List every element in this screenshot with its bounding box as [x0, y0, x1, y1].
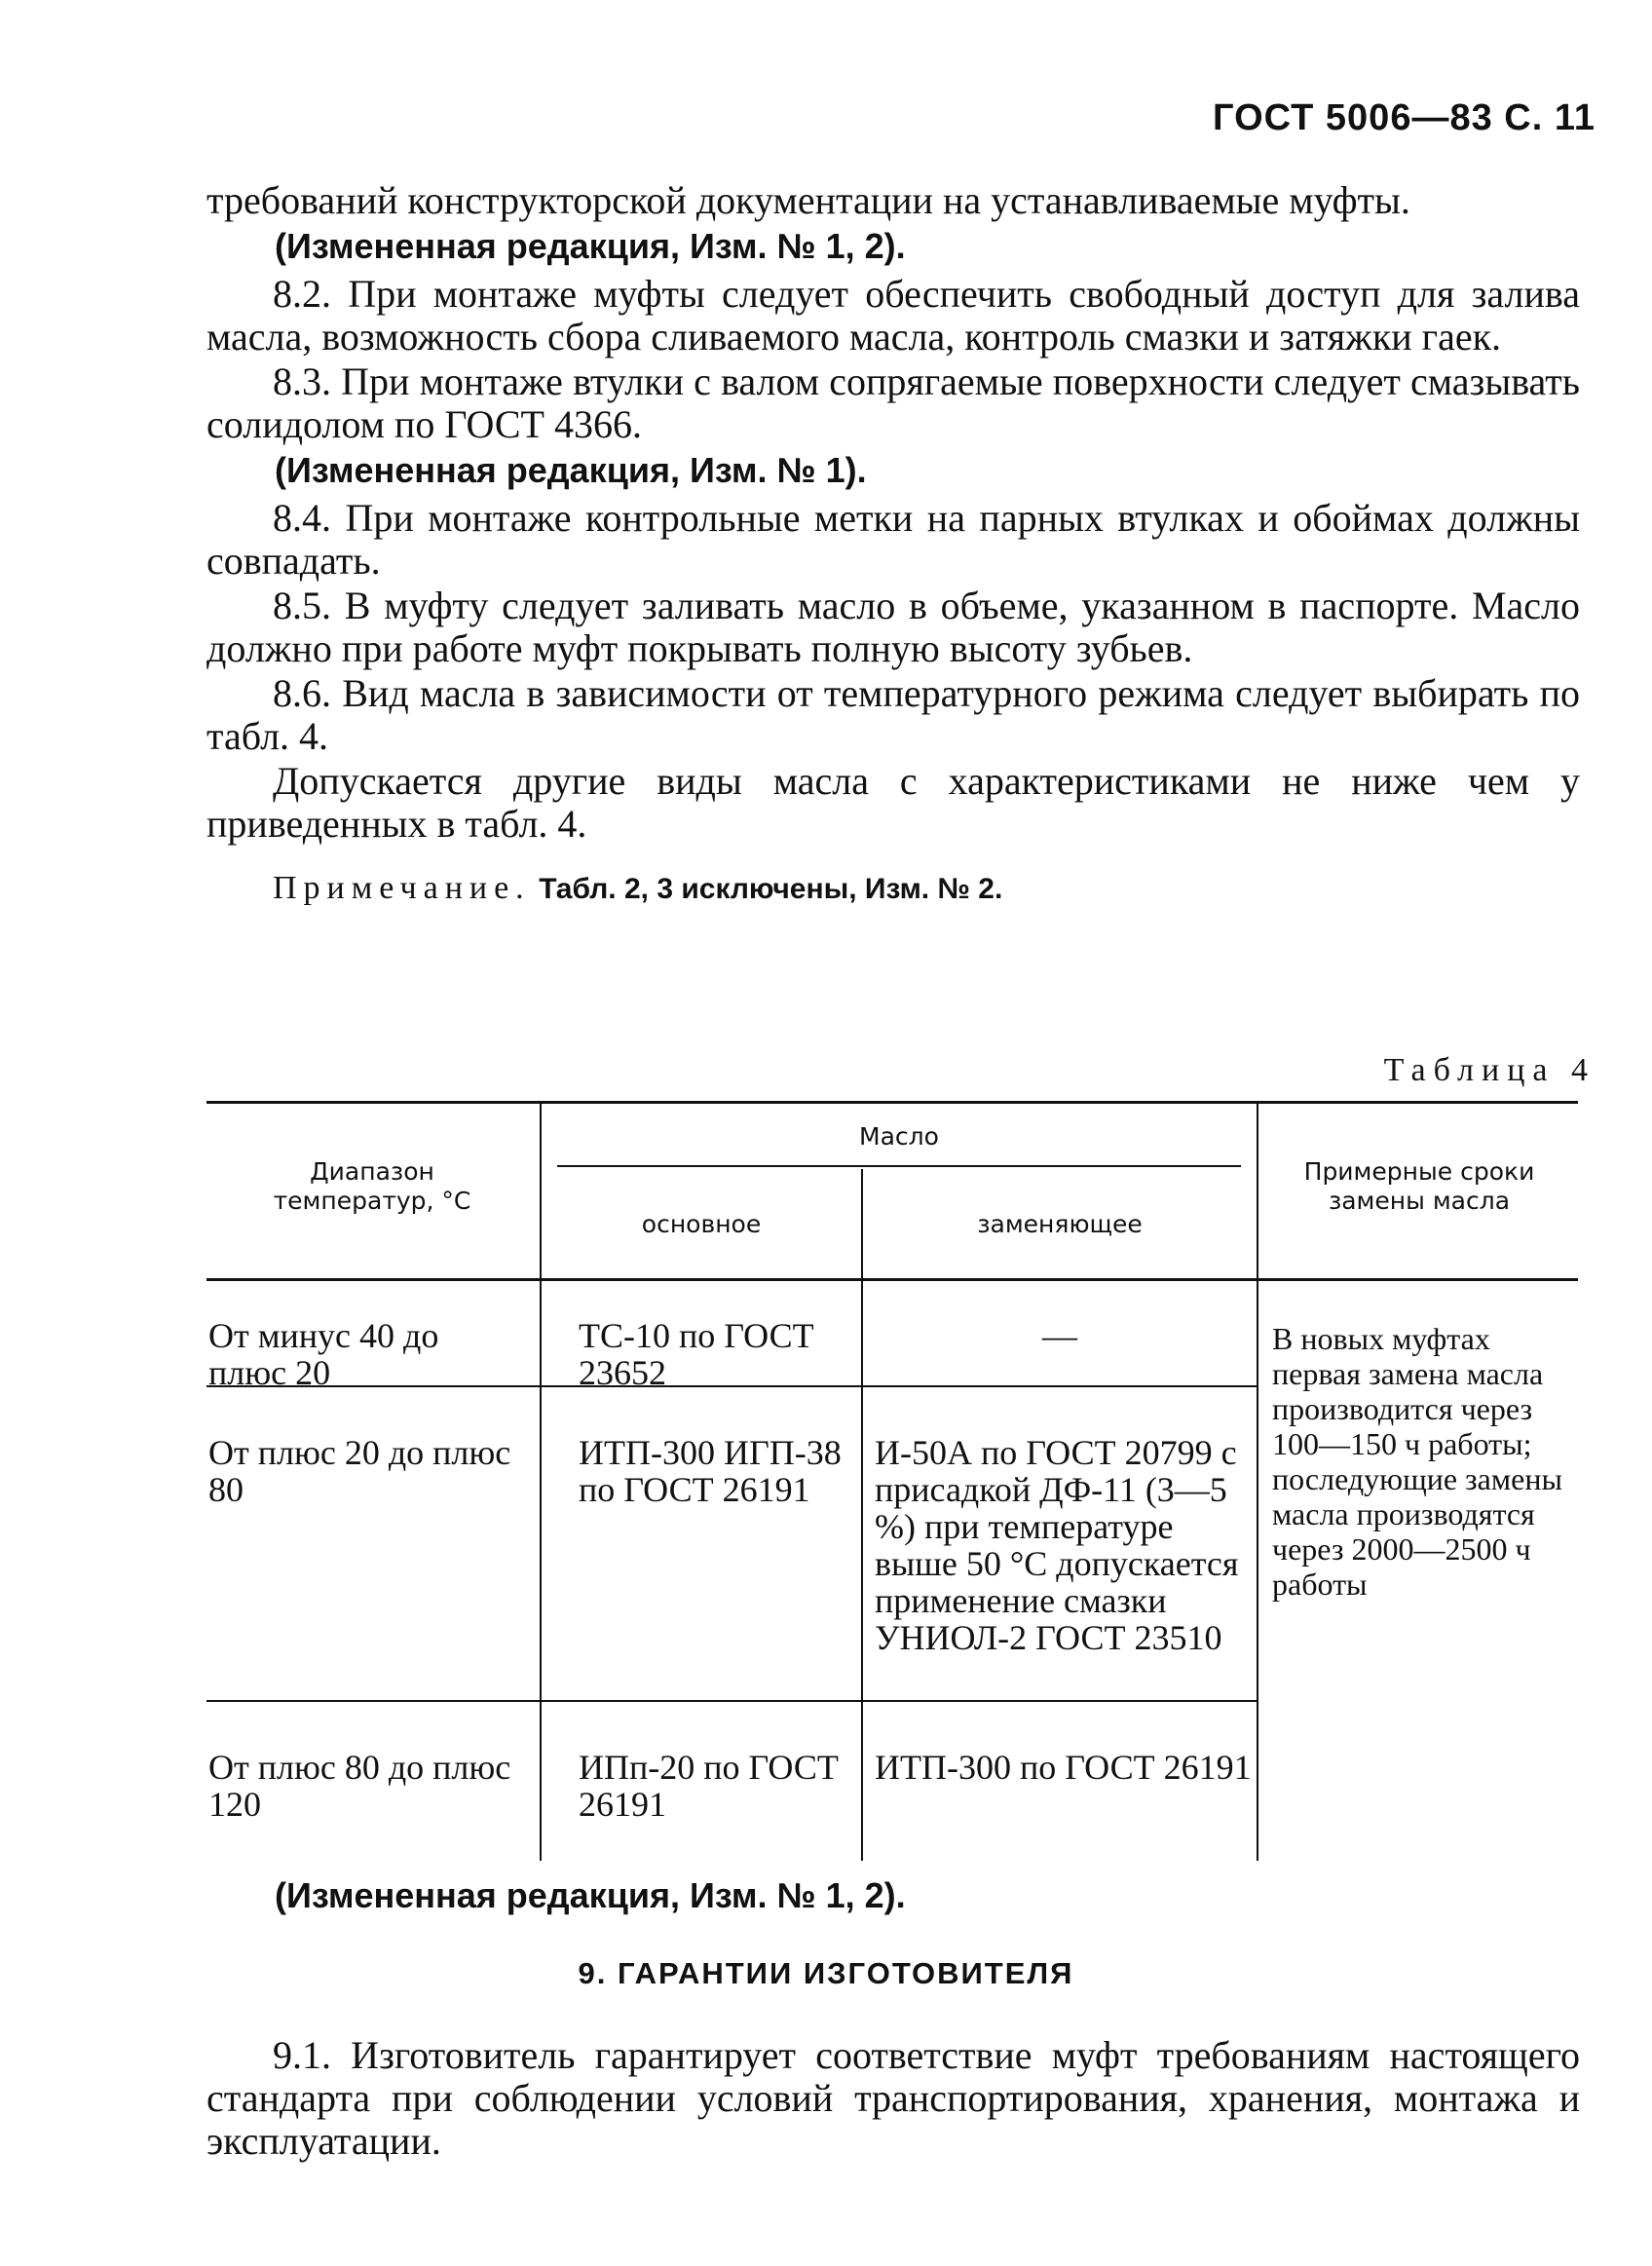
row-1-substitute-oil: —: [1042, 1316, 1077, 1355]
page-header-doc-ref: ГОСТ 5006—83 С. 11: [1213, 97, 1596, 138]
row-2-temp-range: От плюс 20 до плюс 80: [208, 1433, 511, 1509]
table-top-rule: [206, 1101, 1578, 1104]
header-change-terms: Примерные сроки замены масла: [1303, 1157, 1535, 1215]
header-oil-main: основное: [641, 1210, 762, 1238]
oil-table: [206, 1101, 1578, 1861]
paragraph-8-6: 8.6. Вид масла в зависимости от температурного режима следует выбирать по табл. 4.: [206, 671, 1580, 758]
row-1-temp-range: От минус 40 до плюс 20: [208, 1316, 439, 1392]
row-3-temp-range: От плюс 80 до плюс 120: [208, 1748, 511, 1824]
paragraph-continuation: требований конструкторской документации на устанавливаемые муфты.: [206, 178, 1410, 222]
note-body: Табл. 2, 3 исключены, Изм. № 2.: [539, 873, 1003, 905]
body-text: [206, 179, 1580, 911]
paragraph-8-3: 8.3. При монтаже втулки с валом сопрягаемые поверхности следует смазывать солидолом по ГОСТ 4366.: [206, 359, 1580, 446]
amendment-note-after-table: (Измененная редакция, Изм. № 1, 2).: [275, 1875, 906, 1915]
note-lead: Примечание.: [273, 870, 531, 906]
paragraph-allowed-oils: Допускается другие виды масла с характеристиками не ниже чем у приведенных в табл. 4.: [206, 759, 1580, 846]
row-3-main-oil: ИПп-20 по ГОСТ 26191: [579, 1748, 839, 1824]
oil-group-rule: [557, 1165, 1241, 1167]
table-col-divider: [540, 1101, 542, 1861]
section-text: [206, 2034, 1580, 2165]
note: [273, 867, 1580, 911]
header-oil: Масло: [859, 1122, 939, 1151]
table-header-rule: [206, 1278, 1578, 1281]
amendment-note: (Измененная редакция, Изм. № 1, 2).: [275, 226, 906, 266]
row-2-substitute-oil: И-50А по ГОСТ 20799 с присадкой ДФ-11 (3—5 %) при температуре выше 50 °С допускается применение смазки УНИОЛ-2 ГОСТ 23510: [875, 1433, 1239, 1657]
header-temp-range: Диапазон температур, °С: [273, 1157, 471, 1215]
row-3-substitute-oil: ИТП-300 по ГОСТ 26191: [875, 1748, 1252, 1787]
paragraph-8-5: 8.5. В муфту следует заливать масло в объеме, указанном в паспорте. Масло должно при работе муфт покрывать полную высоту зубьев.: [206, 584, 1580, 670]
paragraph-9-1: 9.1. Изготовитель гарантирует соответствие муфт требованиям настоящего стандарта при соблюдении условий транспортирования, хранения, монтажа и эксплуатации.: [206, 2033, 1580, 2163]
table-caption: Таблица 4: [1383, 1052, 1596, 1088]
table-row-rule: [206, 1700, 1257, 1702]
section-title: 9. ГАРАНТИИ ИЗГОТОВИТЕЛЯ: [578, 1956, 1074, 1990]
table-col-divider: [861, 1169, 863, 1861]
change-terms-text: В новых муфтах первая замена масла производится через 100—150 ч работы; последующие замены масла производятся через 2000—2500 ч работы: [1272, 1321, 1562, 1602]
paragraph-8-2: 8.2. При монтаже муфты следует обеспечить свободный доступ для залива масла, возможность сбора сливаемого масла, контроль смазки и затяжки гаек.: [206, 272, 1580, 359]
table-col-divider: [1257, 1101, 1258, 1861]
amendment-note: (Измененная редакция, Изм. № 1).: [275, 450, 867, 490]
row-1-main-oil: ТС-10 по ГОСТ 23652: [579, 1316, 814, 1392]
header-oil-substitute: заменяющее: [977, 1210, 1143, 1238]
row-2-main-oil: ИТП-300 ИГП-38 по ГОСТ 26191: [579, 1433, 842, 1509]
paragraph-8-4: 8.4. При монтаже контрольные метки на парных втулках и обоймах должны совпадать.: [206, 496, 1580, 583]
